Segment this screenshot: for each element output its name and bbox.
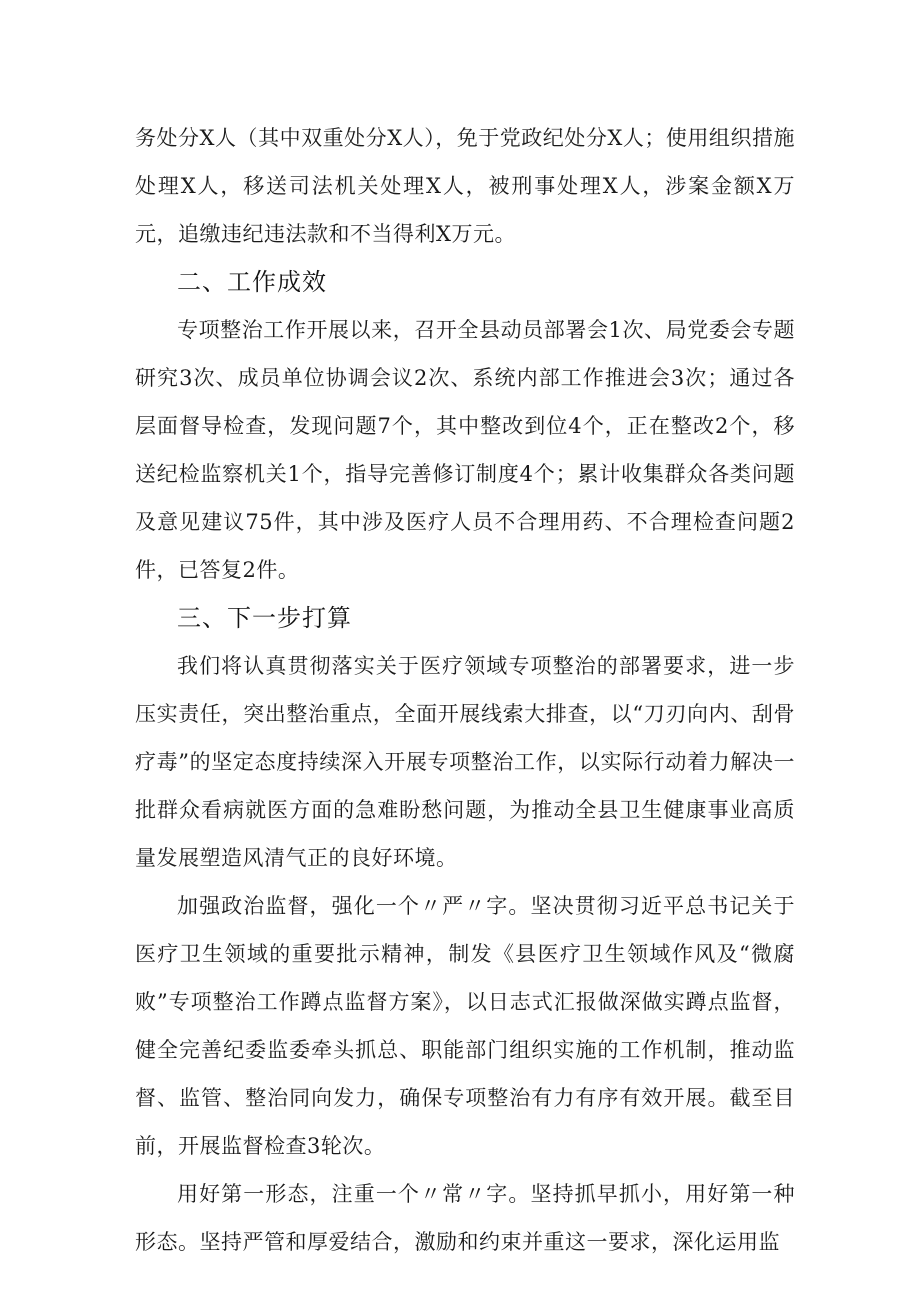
results-paragraph: 专项整治工作开展以来，召开全县动员部署会1次、局党委会专题研究3次、成员单位协调会议2次、系统内部工作推进会3次；通过各层面督导检查，发现问题7个，其中整改到位4个，正在整改2个，移送纪检监察机关1个，指导完善修订制度4个；累计收集群众各类问题及意见建议75件，其中涉及医疗人员不合理用药、不合理检查问题2件，已答复2件。 [135, 318, 795, 582]
continued-paragraph: 务处分X人（其中双重处分X人），免于党政纪处分X人；使用组织措施处理X人，移送司法机关处理X人，被刑事处理X人，涉案金额X万元，追缴违纪违法款和不当得利X万元。 [135, 126, 795, 246]
political-supervision-paragraph: 加强政治监督，强化一个〃严〃字。坚决贯彻习近平总书记关于医疗卫生领域的重要批示精神，制发《县医疗卫生领域作风及“微腐败”专项整治工作蹲点监督方案》，以日志式汇报做深做实蹲点监督，健全完善纪委监委牵头抓总、职能部门组织实施的工作机制，推动监督、监管、整治同向发力，确保专项整治有力有序有效开展。截至目前，开展监督检查3轮次。 [135, 894, 795, 1158]
section-heading-next-steps: 三、下一步打算 [177, 604, 352, 632]
first-form-paragraph: 用好第一形态，注重一个〃常〃字。坚持抓早抓小，用好第一种形态。坚持严管和厚爱结合，激励和约束并重这一要求，深化运用监 [135, 1182, 795, 1254]
next-steps-paragraph: 我们将认真贯彻落实关于医疗领域专项整治的部署要求，进一步压实责任，突出整治重点，全面开展线索大排查，以“刀刃向内、刮骨疗毒”的坚定态度持续深入开展专项整治工作，以实际行动着力解决一批群众看病就医方面的急难盼愁问题，为推动全县卫生健康事业高质量发展塑造风清气正的良好环境。 [135, 654, 795, 870]
section-heading-results: 二、工作成效 [177, 268, 327, 296]
document-body [135, 114, 795, 1266]
